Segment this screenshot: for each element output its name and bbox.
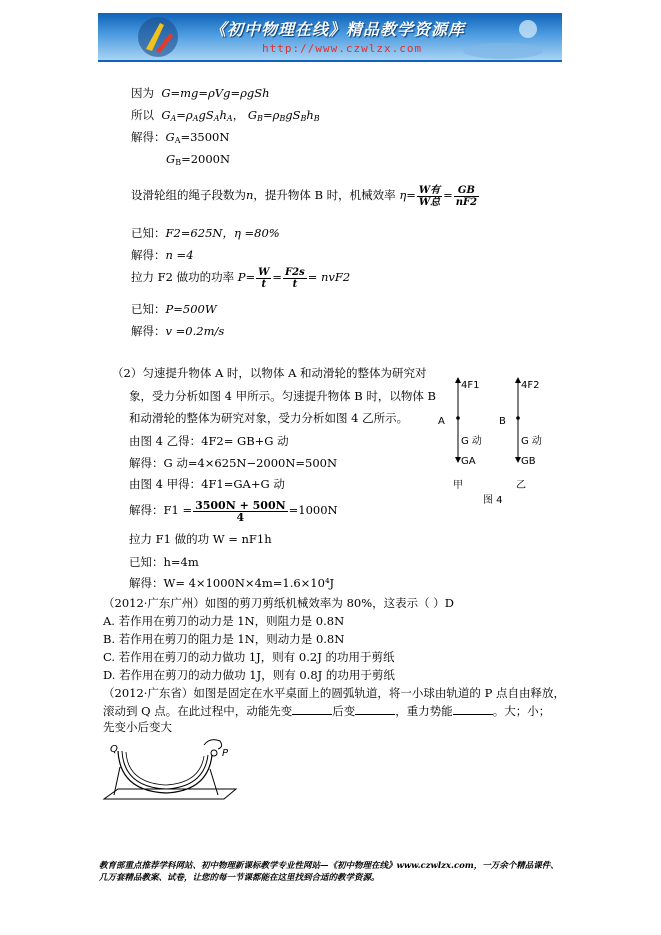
- blank-3: [453, 704, 493, 715]
- fig-g-dong-b: G 动: [521, 436, 542, 447]
- banner-title: 《初中物理在线》精品教学资源库: [210, 20, 466, 39]
- line-therefore: 所以 $G_A=\rho_AgS_Ah_A$， $G_B=\rho_BgS_Bh_B$: [131, 108, 320, 123]
- line-work-sol: 解得：W= 4×1000N×4m=1.6×10⁴J: [129, 576, 335, 590]
- fig-label-b: B: [499, 416, 506, 427]
- line-because: 因为 G=mg=ρVg=ρgSh: [131, 86, 270, 100]
- line-fig-a: 由图 4 甲得：4F1=GA+G 动: [129, 477, 285, 491]
- part2-intro-2: 象，受力分析如图 4 甲所示。匀速提升物体 B 时，以物体 B: [129, 389, 436, 403]
- blank-2: [355, 704, 395, 715]
- q-scissors-stem: （2012·广东广州）如图的剪刀剪纸机械效率为 80%，这表示（ ）D: [103, 596, 455, 610]
- ball: [211, 750, 217, 756]
- line-f1: 解得：F1 = $\frac{3500N + 500N}{4}$ =1000N: [129, 498, 338, 524]
- q-track-stem-1: （2012·广东省）如图是固定在水平桌面上的圆弧轨道，将一小球由轨道的 P 点自由释放，: [103, 686, 565, 700]
- q-scissors-option-d: D. 若作用在剪刀的动力做功 1J，则有 0.8J 的功用于剪纸: [103, 668, 395, 682]
- fig-force-4f1: 4F1: [461, 380, 480, 391]
- point-a: [456, 416, 460, 420]
- track-label-q: Q: [110, 744, 118, 755]
- banner-rule: [98, 60, 562, 62]
- line-known1: 已知：F2=625N，η =80%: [131, 226, 280, 240]
- line-work: 拉力 F1 做的功 W = nF1h: [129, 532, 272, 546]
- q-scissors-option-b: B. 若作用在剪刀的阻力是 1N，则动力是 0.8N: [103, 632, 345, 646]
- track-label-p: P: [222, 748, 229, 759]
- line-efficiency: 设滑轮组的绳子段数为n，提升物体 B 时，机械效率 η= $\frac{\text{W有}}{\text{W总}}$ = $\frac{GB}{nF2}$: [131, 184, 478, 208]
- line-solve-v: 解得：v =0.2m/s: [131, 324, 225, 338]
- banner-url[interactable]: http://www.czwlzx.com: [262, 42, 423, 55]
- point-b: [516, 416, 520, 420]
- q-scissors-option-a: A. 若作用在剪刀的动力是 1N，则阻力是 0.8N: [103, 614, 345, 628]
- line-solve-gb: $G_B=2000N$: [166, 152, 231, 167]
- fig-gb: GB: [521, 456, 536, 467]
- footer-text: 教育部重点推荐学科网站、初中物理新课标教学专业性网站—《初中物理在线》www.czwlzx.com，一万余个精品课件、几万套精品教案、试卷，让您的每一节课都能在这里找到合适的教学资源。: [99, 861, 559, 883]
- fig-ga: GA: [461, 456, 476, 467]
- fig-label-a: A: [438, 416, 445, 427]
- fig-jia: 甲: [453, 480, 463, 491]
- line-g-dong: 解得：G 动=4×625N−2000N=500N: [129, 456, 338, 470]
- track-figure: [100, 735, 240, 810]
- q-scissors-option-c: C. 若作用在剪刀的动力做功 1J，则有 0.2J 的功用于剪纸: [103, 650, 395, 664]
- fig-force-4f2: 4F2: [521, 380, 540, 391]
- part2-intro-3: 和动滑轮的整体为研究对象，受力分析如图 4 乙所示。: [129, 411, 409, 425]
- fig-caption: 图 4: [483, 495, 503, 506]
- line-solve-n: 解得：n =4: [131, 248, 194, 262]
- fig-yi: 乙: [516, 480, 526, 491]
- line-fig-b: 由图 4 乙得：4F2= GB+G 动: [129, 434, 289, 448]
- q-track-stem-2: 滚动到 Q 点。在此过程中，动能先变 后变 ，重力势能 。大；小；: [103, 704, 551, 718]
- line-solve-ga: 解得：$G_A=3500N$: [131, 130, 230, 145]
- blank-1: [292, 704, 332, 715]
- q-track-answer: 先变小后变大: [103, 720, 172, 734]
- line-known3: 已知：h=4m: [129, 555, 199, 569]
- line-power: 拉力 F2 做功的功率 P= $\frac{W}{t}$ = $\frac{F2s}{t}$ = nvF2: [131, 266, 351, 290]
- fig-g-dong-a: G 动: [461, 436, 482, 447]
- line-known2: 已知：P=500W: [131, 302, 217, 316]
- part2-intro-1: （2）匀速提升物体 A 时，以物体 A 和动滑轮的整体为研究对: [112, 366, 427, 380]
